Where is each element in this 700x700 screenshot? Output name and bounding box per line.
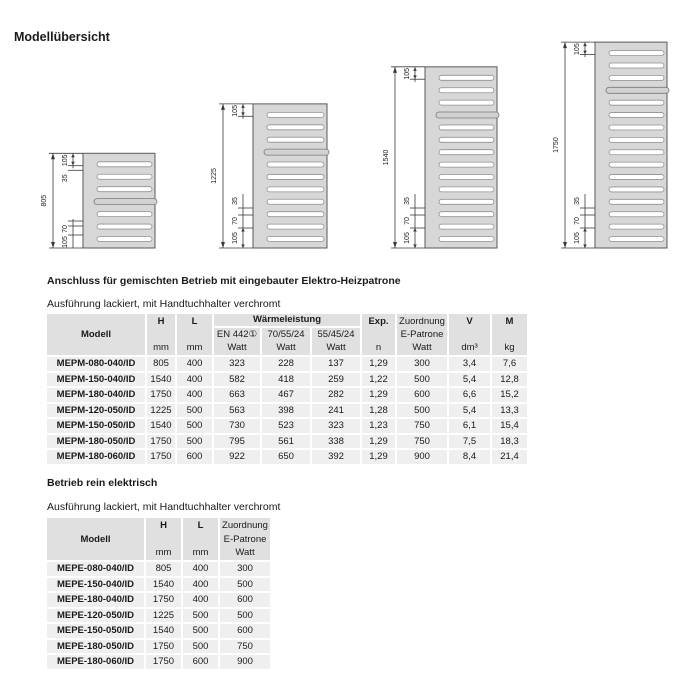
- value-cell: 500: [183, 624, 218, 638]
- col-label: EN 442①: [216, 329, 258, 340]
- table-row: [47, 373, 527, 387]
- value-cell: 398: [262, 404, 310, 418]
- value-cell: 7,5: [449, 435, 490, 449]
- dim-label-105-bottom: 105: [62, 236, 69, 248]
- col-group-waermeleistung: [214, 314, 360, 355]
- towel-bar: [94, 199, 157, 205]
- dim-label-70: 70: [232, 217, 239, 225]
- value-cell: 900: [220, 655, 270, 669]
- value-cell: 137: [312, 357, 360, 371]
- col-unit: mm: [155, 547, 172, 558]
- table-row: [47, 450, 527, 464]
- value-cell: 6,1: [449, 419, 490, 433]
- value-cell: 600: [397, 388, 447, 402]
- dim-label-105-top: 105: [404, 67, 411, 80]
- radiator-diagram-1225: [211, 104, 329, 248]
- col-unit: Watt: [412, 342, 432, 353]
- towel-bar: [436, 112, 499, 118]
- col-header-l: [177, 314, 212, 355]
- model-cell: MEPM-150-040/ID: [47, 373, 145, 387]
- value-cell: 18,3: [492, 435, 527, 449]
- col-header-554524: [312, 328, 360, 355]
- radiator-model-diagrams: [0, 0, 700, 270]
- value-cell: 300: [220, 562, 270, 576]
- radiator-diagram-1750: [553, 42, 669, 248]
- value-cell: 730: [214, 419, 260, 433]
- table-body: [47, 357, 527, 464]
- col-label: Zuordnung: [399, 316, 445, 327]
- col-label: Exp.: [368, 316, 389, 327]
- dim-label-70: 70: [62, 225, 69, 233]
- table-row: [47, 609, 270, 623]
- dim-label-35: 35: [232, 197, 239, 205]
- dim-label-105-top: 105: [574, 43, 581, 55]
- value-cell: 338: [312, 435, 360, 449]
- model-cell: MEPE-120-050/ID: [47, 609, 144, 623]
- col-unit: mm: [192, 547, 209, 558]
- value-cell: 500: [220, 578, 270, 592]
- total-height-label: 1225: [211, 168, 218, 184]
- value-cell: 500: [177, 435, 212, 449]
- value-cell: 1750: [146, 640, 181, 654]
- value-cell: 1,28: [362, 404, 395, 418]
- value-cell: 523: [262, 419, 310, 433]
- value-cell: 5,4: [449, 373, 490, 387]
- value-cell: 400: [177, 388, 212, 402]
- col-unit: Watt: [276, 342, 296, 353]
- col-unit: Watt: [227, 342, 247, 353]
- value-cell: 582: [214, 373, 260, 387]
- value-cell: 8,4: [449, 450, 490, 464]
- value-cell: 600: [220, 593, 270, 607]
- value-cell: 323: [312, 419, 360, 433]
- value-cell: 750: [397, 419, 447, 433]
- col-label: V: [466, 316, 473, 327]
- col-label: 70/55/24: [267, 329, 305, 340]
- model-cell: MEPE-180-060/ID: [47, 655, 144, 669]
- model-cell: MEPE-080-040/ID: [47, 562, 144, 576]
- col-label: H: [157, 316, 165, 327]
- model-cell: MEPM-120-050/ID: [47, 404, 145, 418]
- value-cell: 282: [312, 388, 360, 402]
- table-electric-only: [47, 518, 270, 669]
- radiator-diagram-1540: [383, 67, 499, 248]
- model-cell: MEPM-180-050/ID: [47, 435, 145, 449]
- model-cell: MEPM-180-040/ID: [47, 388, 145, 402]
- model-cell: MEPM-080-040/ID: [47, 357, 145, 371]
- dim-label-35: 35: [62, 174, 69, 183]
- col-unit: kg: [504, 342, 515, 353]
- value-cell: 600: [177, 450, 212, 464]
- value-cell: 1750: [147, 435, 175, 449]
- value-cell: 259: [312, 373, 360, 387]
- col-unit: mm: [153, 342, 169, 353]
- value-cell: 805: [147, 357, 175, 371]
- table-header: [47, 518, 270, 560]
- value-cell: 600: [183, 655, 218, 669]
- value-cell: 1750: [146, 655, 181, 669]
- model-cell: MEPE-150-050/ID: [47, 624, 144, 638]
- value-cell: 500: [177, 419, 212, 433]
- col-unit: mm: [186, 342, 203, 353]
- value-cell: 3,4: [449, 357, 490, 371]
- col-label: Zuordnung: [222, 520, 268, 531]
- table-row: [47, 419, 527, 433]
- dim-label-105-top: 105: [62, 154, 69, 167]
- col-header-l: [183, 518, 218, 560]
- col-unit: dm³: [461, 342, 478, 353]
- total-height-label: 1540: [383, 149, 390, 166]
- col-label: L: [197, 520, 204, 531]
- dim-label-35: 35: [574, 197, 581, 205]
- value-cell: 5,4: [449, 404, 490, 418]
- value-cell: 400: [183, 562, 218, 576]
- dim-label-70: 70: [404, 217, 411, 225]
- col-header-modell: Modell: [47, 518, 144, 560]
- col-label: E-Patrone: [400, 329, 444, 340]
- table-row: [47, 624, 270, 638]
- value-cell: 500: [183, 609, 218, 623]
- value-cell: 400: [177, 373, 212, 387]
- value-cell: 1750: [147, 450, 175, 464]
- total-height-label: 805: [41, 194, 48, 207]
- value-cell: 1,22: [362, 373, 395, 387]
- col-header-m: [492, 314, 527, 355]
- col-header-h: [146, 518, 181, 560]
- model-cell: MEPE-180-040/ID: [47, 593, 144, 607]
- value-cell: 600: [220, 624, 270, 638]
- col-header-exp: [362, 314, 395, 355]
- value-cell: 805: [146, 562, 181, 576]
- table-row: [47, 435, 527, 449]
- model-cell: MEPE-150-040/ID: [47, 578, 144, 592]
- value-cell: 1225: [147, 404, 175, 418]
- table-row: [47, 404, 527, 418]
- col-header-h: [147, 314, 175, 355]
- table-mixed-operation: [47, 314, 527, 464]
- table-row: [47, 655, 270, 669]
- col-header-zuordnung: [220, 518, 270, 560]
- towel-bar: [264, 149, 329, 155]
- dim-label-70: 70: [574, 217, 581, 225]
- value-cell: 750: [397, 435, 447, 449]
- col-label: H: [160, 520, 167, 531]
- value-cell: 228: [262, 357, 310, 371]
- value-cell: 400: [177, 357, 212, 371]
- value-cell: 563: [214, 404, 260, 418]
- value-cell: 392: [312, 450, 360, 464]
- dim-label-105-bottom: 105: [404, 232, 411, 244]
- model-cell: MEPE-180-050/ID: [47, 640, 144, 654]
- value-cell: 561: [262, 435, 310, 449]
- value-cell: 1225: [146, 609, 181, 623]
- value-cell: 500: [183, 640, 218, 654]
- value-cell: 15,4: [492, 419, 527, 433]
- value-cell: 900: [397, 450, 447, 464]
- value-cell: 7,6: [492, 357, 527, 371]
- value-cell: 400: [183, 593, 218, 607]
- group-label: Wärmeleistung: [214, 314, 360, 326]
- finish-note: Ausführung lackiert, mit Handtuchhalter verchromt: [47, 298, 281, 310]
- col-unit: n: [375, 342, 382, 353]
- dim-label-105-bottom: 105: [574, 232, 581, 244]
- value-cell: 500: [177, 404, 212, 418]
- dim-label-105-top: 105: [232, 105, 239, 117]
- col-unit: Watt: [326, 342, 346, 353]
- col-label: L: [191, 316, 198, 327]
- col-label: E-Patrone: [223, 533, 267, 545]
- value-cell: 1750: [146, 593, 181, 607]
- section-heading-electric-only: Betrieb rein elektrisch: [47, 477, 158, 489]
- value-cell: 6,6: [449, 388, 490, 402]
- value-cell: 500: [397, 373, 447, 387]
- value-cell: 1,29: [362, 435, 395, 449]
- value-cell: 323: [214, 357, 260, 371]
- col-unit: Watt: [235, 547, 255, 558]
- table-row: [47, 388, 527, 402]
- finish-note: Ausführung lackiert, mit Handtuchhalter verchromt: [47, 501, 281, 513]
- value-cell: 1750: [147, 388, 175, 402]
- value-cell: 300: [397, 357, 447, 371]
- table-header: [47, 314, 527, 355]
- section-heading-mixed-operation: Anschluss für gemischten Betrieb mit eingebauter Elektro-Heizpatrone: [47, 275, 401, 287]
- col-label: M: [505, 316, 514, 327]
- value-cell: 500: [220, 609, 270, 623]
- value-cell: 500: [397, 404, 447, 418]
- col-label: 55/45/24: [317, 329, 355, 340]
- col-header-v: [449, 314, 490, 355]
- value-cell: 750: [220, 640, 270, 654]
- value-cell: 418: [262, 373, 310, 387]
- dim-label-105-bottom: 105: [232, 232, 239, 244]
- value-cell: 12,8: [492, 373, 527, 387]
- table-row: [47, 593, 270, 607]
- table-row: [47, 357, 527, 371]
- value-cell: 795: [214, 435, 260, 449]
- col-header-705524: [262, 328, 310, 355]
- value-cell: 1540: [147, 373, 175, 387]
- radiator-diagram-805: [41, 153, 157, 248]
- towel-bar: [606, 87, 669, 93]
- col-header-zuordnung: [397, 314, 447, 355]
- value-cell: 1,29: [362, 357, 395, 371]
- col-header-modell: Modell: [47, 314, 145, 355]
- value-cell: 13,3: [492, 404, 527, 418]
- table-row: [47, 640, 270, 654]
- value-cell: 241: [312, 404, 360, 418]
- value-cell: 1540: [146, 578, 181, 592]
- value-cell: 21,4: [492, 450, 527, 464]
- value-cell: 1,29: [362, 450, 395, 464]
- table-row: [47, 578, 270, 592]
- col-header-en442: [214, 328, 260, 355]
- value-cell: 1,29: [362, 388, 395, 402]
- total-height-label: 1750: [553, 137, 560, 153]
- table-body: [47, 562, 270, 669]
- value-cell: 400: [183, 578, 218, 592]
- dim-label-35: 35: [404, 197, 411, 205]
- group-subcolumns: [214, 328, 360, 355]
- value-cell: 650: [262, 450, 310, 464]
- value-cell: 1,23: [362, 419, 395, 433]
- value-cell: 467: [262, 388, 310, 402]
- value-cell: 15,2: [492, 388, 527, 402]
- value-cell: 663: [214, 388, 260, 402]
- model-cell: MEPM-150-050/ID: [47, 419, 145, 433]
- table-row: [47, 562, 270, 576]
- value-cell: 1540: [146, 624, 181, 638]
- value-cell: 1540: [147, 419, 175, 433]
- page-title: Modellübersicht: [14, 30, 110, 44]
- model-cell: MEPM-180-060/ID: [47, 450, 145, 464]
- value-cell: 922: [214, 450, 260, 464]
